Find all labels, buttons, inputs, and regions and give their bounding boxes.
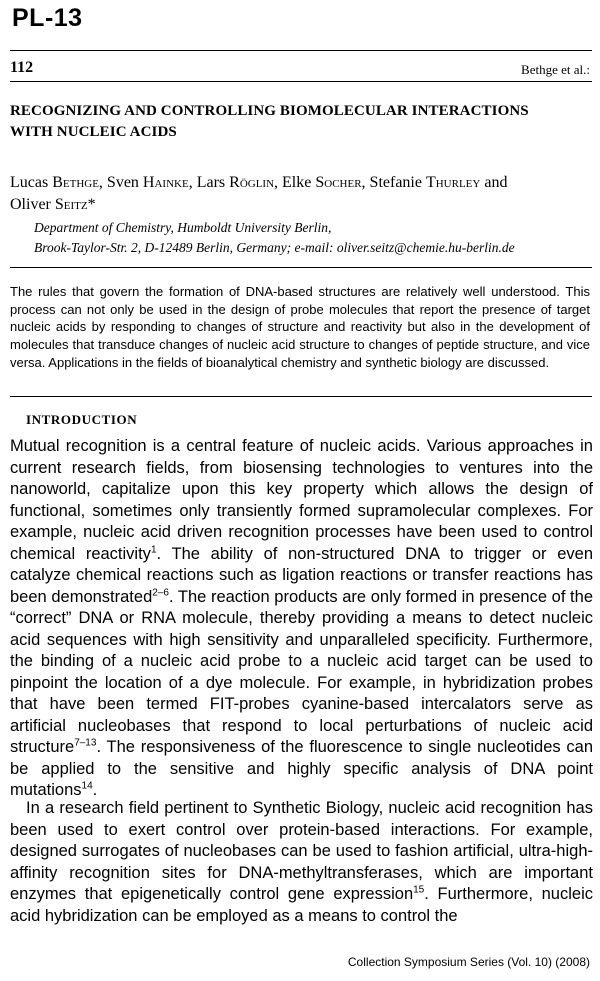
footer-citation: Collection Symposium Series (Vol. 10) (2008): [347, 955, 590, 969]
paragraph-text: .: [92, 781, 98, 799]
abstract-rule-bottom: [10, 396, 592, 397]
author-last: Hainke: [142, 174, 189, 191]
citation-ref: 1: [150, 544, 157, 555]
abstract-rule-top: [10, 267, 592, 268]
author-list: [10, 172, 595, 216]
author-first: , Stefanie: [361, 174, 426, 191]
document-code: PL-13: [12, 4, 83, 32]
author-last: Socher: [315, 174, 362, 191]
citation-ref: 14: [81, 780, 93, 792]
author-last: Bethge: [52, 174, 99, 191]
paragraph-text: In a research field pertinent to Synthetic Biology, nucleic acid recognition has been used to exert control over protein-based interactions. For example, designed surrogates of nucleobases can be used to fashion artificial, ultra-high-affinity recognition sites for DNA-methyltransferases, which are important enzymes that epigenetically control gene expression: [10, 799, 593, 903]
author-first: , Elke: [274, 174, 316, 191]
paragraph-text: Mutual recognition is a central feature of nucleic acids. Various approaches in current research fields, from biosensing technologies to ventures into the nanoworld, capitalize upon this key property which allows the design of functional, sometimes only transiently formed supramolecular complexes. For example, nucleic acid driven recognition processes have been used to control chemical reactivity: [10, 437, 593, 563]
affiliation: [34, 218, 594, 258]
header-rule: [10, 50, 592, 51]
paragraph-text: . The reaction products are only formed in presence of the “correct” DNA or RNA molecule, thereby providing a means to detect nucleic acid sequences with high sensitivity and unparalleled specificity. Furthermore, the binding of a nucleic acid probe to a nucleic acid target can be used to pinpoint the location of a dye molecule. For example, in hybridization probes that have been termed FIT-probes cyanine-based intercalators serve as artificial nucleobases that respond to local perturbations of nucleic acid structure: [10, 587, 593, 756]
author-first: , Sven: [98, 174, 143, 191]
running-head: Bethge et al.:: [521, 62, 590, 77]
title-line: RECOGNIZING AND CONTROLLING BIOMOLECULAR INTERACTIONS: [10, 103, 529, 119]
title-line: WITH NUCLEIC ACIDS: [10, 124, 177, 140]
author-last: Seitz: [54, 196, 88, 213]
citation-ref: 2–6: [152, 587, 169, 598]
author-conjunction: and: [480, 174, 508, 191]
abstract: The rules that govern the formation of DNA-based structures are relatively well understood. This process can not only be used in the design of probe molecules that report the presence of target nucleic acids by responding to changes of structure and reactivity but also in the development of molecules that transduce changes of nucleic acid structure to changes of peptide structure, and vice versa. Applications in the fields of bioanalytical chemistry and synthetic biology are discussed.: [10, 284, 590, 370]
paragraph-text: . Furthermore, nucleic acid hybridization can be employed as a means to control the: [10, 885, 593, 925]
citation-ref: 7–13: [74, 737, 97, 749]
corresponding-star: *: [87, 196, 96, 213]
author-first: Lucas: [10, 174, 53, 191]
affiliation-line: Brook-Taylor-Str. 2, D-12489 Berlin, Germany; e-mail: oliver.seitz@chemie.hu-berlin.de: [34, 240, 515, 255]
section-heading: INTRODUCTION: [26, 412, 138, 427]
author-last: Röglin: [229, 174, 275, 191]
article-title: [10, 101, 595, 143]
author-last: Thurley: [425, 174, 481, 191]
paragraph: [10, 436, 593, 802]
paragraph-text: . The responsiveness of the fluorescence to single nucleotides can be applied to the sensitive and highly specific analysis of DNA point mutations: [10, 738, 593, 799]
header-rule-lower: [10, 81, 592, 82]
page-number: 112: [10, 59, 34, 76]
affiliation-line: Department of Chemistry, Humboldt University Berlin,: [34, 220, 332, 235]
author-first: , Lars: [188, 174, 230, 191]
paragraph-text: . The ability of non-structured DNA to trigger or even catalyze chemical reactions such as ligation reactions or transfer reactions has been demonstrated: [10, 544, 593, 606]
paragraph: [10, 798, 593, 927]
author-first: Oliver: [10, 196, 55, 213]
citation-ref: 15: [413, 884, 425, 896]
